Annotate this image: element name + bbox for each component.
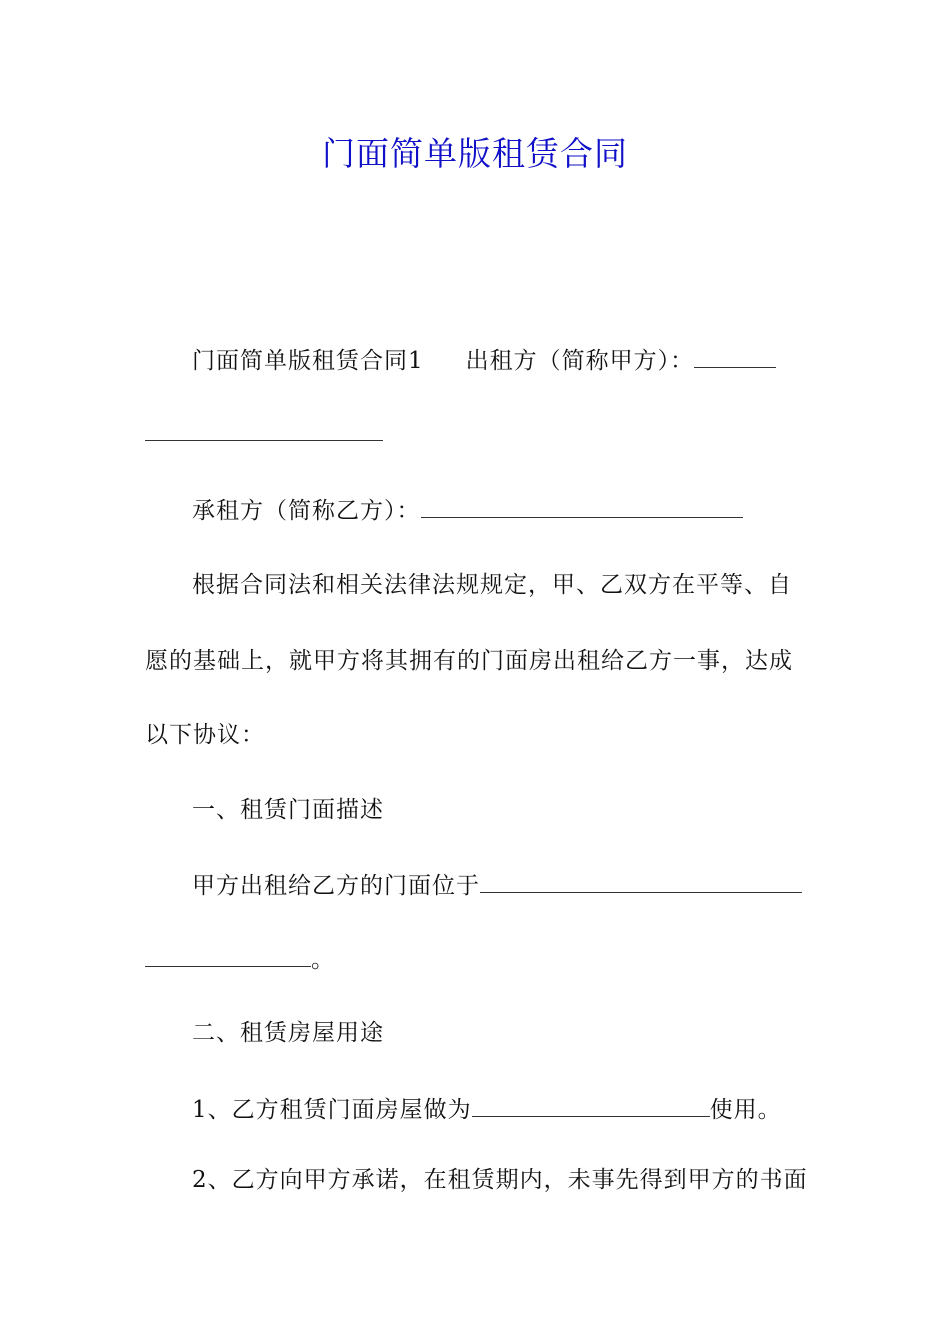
lessee-blank [421, 495, 743, 518]
location-blank [480, 870, 802, 893]
usage-line [192, 1094, 782, 1125]
usage-blank [472, 1094, 710, 1117]
document-title: 门面简单版租赁合同 [322, 134, 628, 173]
lessor-blank-continued [145, 418, 383, 441]
paragraph-line: 根据合同法和相关法律法规规定，甲、乙双方在平等、自 [192, 572, 792, 598]
location-line-continued [145, 944, 335, 975]
location-end: 。 [311, 947, 335, 973]
lessor-label: 出租方（简称甲方）： [465, 348, 695, 374]
usage-end: 使用。 [709, 1097, 782, 1123]
usage-label: 1、乙方租赁门面房屋做为 [192, 1097, 472, 1123]
location-blank-continued [145, 944, 311, 967]
location-label: 甲方出租给乙方的门面位于 [192, 873, 480, 899]
lessor-blank-continued-line [145, 418, 383, 449]
lessor-blank [694, 345, 776, 368]
lessee-label: 承租方（简称乙方）： [192, 498, 421, 524]
commitment-line: 2、乙方向甲方承诺，在租赁期内，未事先得到甲方的书面 [192, 1167, 808, 1193]
contract-heading-line [192, 345, 776, 376]
section-2-title: 二、租赁房屋用途 [192, 1020, 384, 1046]
section-1-title: 一、租赁门面描述 [192, 797, 384, 823]
location-line [192, 870, 802, 901]
paragraph-line: 以下协议： [145, 722, 265, 748]
lessee-line [192, 495, 743, 526]
paragraph-line: 愿的基础上，就甲方将其拥有的门面房出租给乙方一事，达成 [145, 648, 793, 674]
contract-subtitle: 门面简单版租赁合同1 [192, 348, 424, 374]
